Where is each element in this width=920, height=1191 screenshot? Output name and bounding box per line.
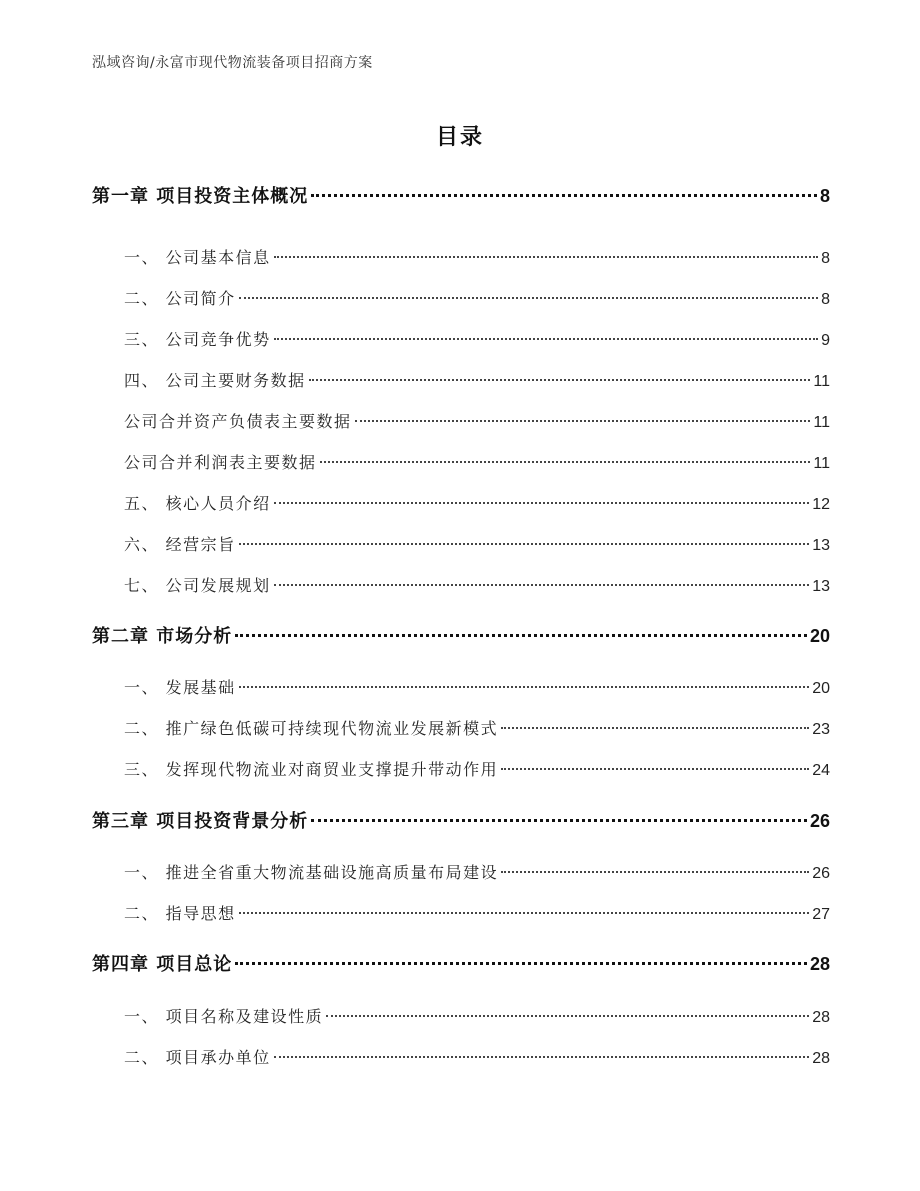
toc-leader-dots xyxy=(239,912,810,914)
toc-page-number: 11 xyxy=(813,455,830,472)
toc-page-number: 8 xyxy=(821,291,830,308)
toc-entry-label: 三、 公司竞争优势 xyxy=(124,330,271,349)
toc-chapter-2[interactable] xyxy=(92,622,830,650)
toc-section[interactable] xyxy=(124,572,830,600)
toc-leader-dots xyxy=(274,584,810,586)
toc-entry-label: 三、 发挥现代物流业对商贸业支撑提升带动作用 xyxy=(124,760,499,779)
toc-page-number: 28 xyxy=(812,1050,830,1067)
toc-leader-dots xyxy=(355,420,811,422)
toc-leader-dots xyxy=(309,379,811,381)
toc-page-number: 27 xyxy=(812,906,830,923)
toc-page-number: 11 xyxy=(813,414,830,431)
toc-section[interactable] xyxy=(124,244,830,272)
toc-section[interactable] xyxy=(124,715,830,743)
toc-leader-dots xyxy=(239,686,810,688)
toc-section[interactable] xyxy=(124,326,830,354)
toc-section[interactable] xyxy=(124,900,830,928)
toc-leader-dots xyxy=(311,819,807,822)
toc-page-number: 8 xyxy=(819,186,830,206)
toc-leader-dots xyxy=(274,502,810,504)
toc-entry-label: 一、 项目名称及建设性质 xyxy=(124,1007,324,1026)
toc-leader-dots xyxy=(311,194,817,197)
toc-entry-label: 第二章 市场分析 xyxy=(92,626,233,647)
toc-page-number: 20 xyxy=(812,680,830,697)
toc-leader-dots xyxy=(235,634,807,637)
toc-entry-label: 第四章 项目总论 xyxy=(92,954,233,975)
toc-page-number: 24 xyxy=(812,762,830,779)
toc-page-number: 9 xyxy=(821,332,830,349)
toc-entry-label: 二、 公司简介 xyxy=(124,289,236,308)
toc-leader-dots xyxy=(235,962,807,965)
toc-leader-dots xyxy=(326,1015,809,1017)
toc-entry-label: 七、 公司发展规划 xyxy=(124,576,271,595)
toc-leader-dots xyxy=(501,871,809,873)
toc-leader-dots xyxy=(274,338,819,340)
toc-page-number: 13 xyxy=(812,578,830,595)
toc-page-number: 8 xyxy=(821,250,830,267)
toc-page-number: 13 xyxy=(812,537,830,554)
toc-section[interactable] xyxy=(124,859,830,887)
toc-leader-dots xyxy=(320,461,811,463)
toc-entry-label: 二、 项目承办单位 xyxy=(124,1048,271,1067)
toc-chapter-3[interactable] xyxy=(92,807,830,835)
toc-page-number: 28 xyxy=(809,954,830,974)
toc-section[interactable] xyxy=(124,531,830,559)
toc-entry-label: 第一章 项目投资主体概况 xyxy=(92,186,309,207)
toc-page-number: 26 xyxy=(812,865,830,882)
toc-entry-label: 一、 推进全省重大物流基础设施高质量布局建设 xyxy=(124,863,499,882)
toc-entry-label: 二、 推广绿色低碳可持续现代物流业发展新模式 xyxy=(124,719,499,738)
toc-section[interactable] xyxy=(124,1003,830,1031)
toc-section[interactable] xyxy=(124,674,830,702)
toc-section[interactable] xyxy=(124,756,830,784)
toc-leader-dots xyxy=(239,297,819,299)
toc-page-number: 12 xyxy=(812,496,830,513)
toc-section[interactable] xyxy=(124,1044,830,1072)
toc-leader-dots xyxy=(239,543,810,545)
toc-page-number: 26 xyxy=(809,811,830,831)
toc-leader-dots xyxy=(274,256,819,258)
toc-section[interactable] xyxy=(124,490,830,518)
toc-entry-label: 公司合并资产负债表主要数据 xyxy=(124,412,352,431)
page-header: 泓域咨询/永富市现代物流装备项目招商方案 xyxy=(92,55,373,71)
toc-entry-label: 第三章 项目投资背景分析 xyxy=(92,811,309,832)
toc-section[interactable] xyxy=(124,367,830,395)
toc-leader-dots xyxy=(274,1056,810,1058)
toc-page-number: 20 xyxy=(809,626,830,646)
toc-section[interactable] xyxy=(124,408,830,436)
toc-entry-label: 五、 核心人员介绍 xyxy=(124,494,271,513)
toc-section[interactable] xyxy=(124,449,830,477)
toc-entry-label: 一、 发展基础 xyxy=(124,678,236,697)
toc-page-number: 11 xyxy=(813,373,830,390)
toc-entry-label: 四、 公司主要财务数据 xyxy=(124,371,306,390)
toc-entry-label: 二、 指导思想 xyxy=(124,904,236,923)
toc-leader-dots xyxy=(501,768,809,770)
toc-page-number: 23 xyxy=(812,721,830,738)
toc-chapter-1[interactable] xyxy=(92,182,830,210)
toc-title: 目录 xyxy=(435,125,484,150)
toc-entry-label: 一、 公司基本信息 xyxy=(124,248,271,267)
toc-entry-label: 公司合并利润表主要数据 xyxy=(124,453,317,472)
toc-leader-dots xyxy=(501,727,809,729)
toc-chapter-4[interactable] xyxy=(92,950,830,978)
toc-page-number: 28 xyxy=(812,1009,830,1026)
toc-entry-label: 六、 经营宗旨 xyxy=(124,535,236,554)
toc-section[interactable] xyxy=(124,285,830,313)
